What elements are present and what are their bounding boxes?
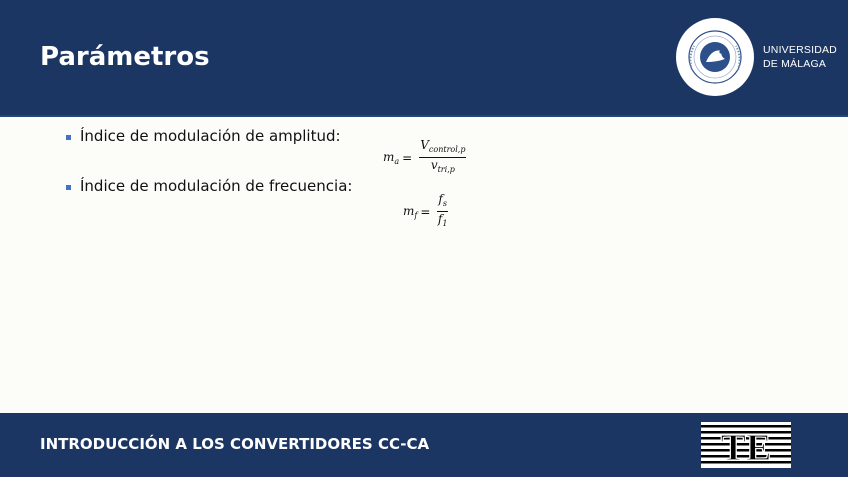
formula-denominator: $v_{tri,p}$ <box>430 158 455 174</box>
formula-denominator: $f_1$ <box>437 212 448 228</box>
formula-equals: = <box>402 150 413 165</box>
course-title: INTRODUCCIÓN A LOS CONVERTIDORES CC-CA <box>40 435 430 453</box>
slide-title: Parámetros <box>40 42 210 72</box>
bullet-square-icon <box>66 135 71 140</box>
slide-header <box>0 0 848 117</box>
formula-lhs: $m_a$ <box>383 149 400 166</box>
university-name-line1: UNIVERSIDAD <box>763 44 837 56</box>
bullet-item-frequency <box>66 177 352 195</box>
university-name <box>763 43 837 71</box>
formula-numerator: $f_s$ <box>437 193 448 212</box>
svg-text:TE: TE <box>720 427 772 468</box>
slide-footer <box>0 413 848 477</box>
bullet-item-amplitude <box>66 127 341 145</box>
bullet-text: Índice de modulación de amplitud: <box>80 127 341 145</box>
university-seal-icon <box>676 18 754 96</box>
bullet-square-icon <box>66 185 71 190</box>
formula-numerator: $V_{control,p}$ <box>419 139 466 158</box>
university-name-line2: DE MÁLAGA <box>763 58 827 70</box>
slide-content <box>0 117 848 413</box>
formula-lhs: $m_f$ <box>403 203 418 220</box>
bullet-text: Índice de modulación de frecuencia: <box>80 177 353 195</box>
te-logo-icon <box>701 422 791 468</box>
frequency-modulation-formula <box>403 193 448 230</box>
formula-equals: = <box>420 204 431 219</box>
amplitude-modulation-formula <box>383 139 466 176</box>
formula-fraction <box>419 139 466 176</box>
formula-fraction <box>437 193 448 230</box>
